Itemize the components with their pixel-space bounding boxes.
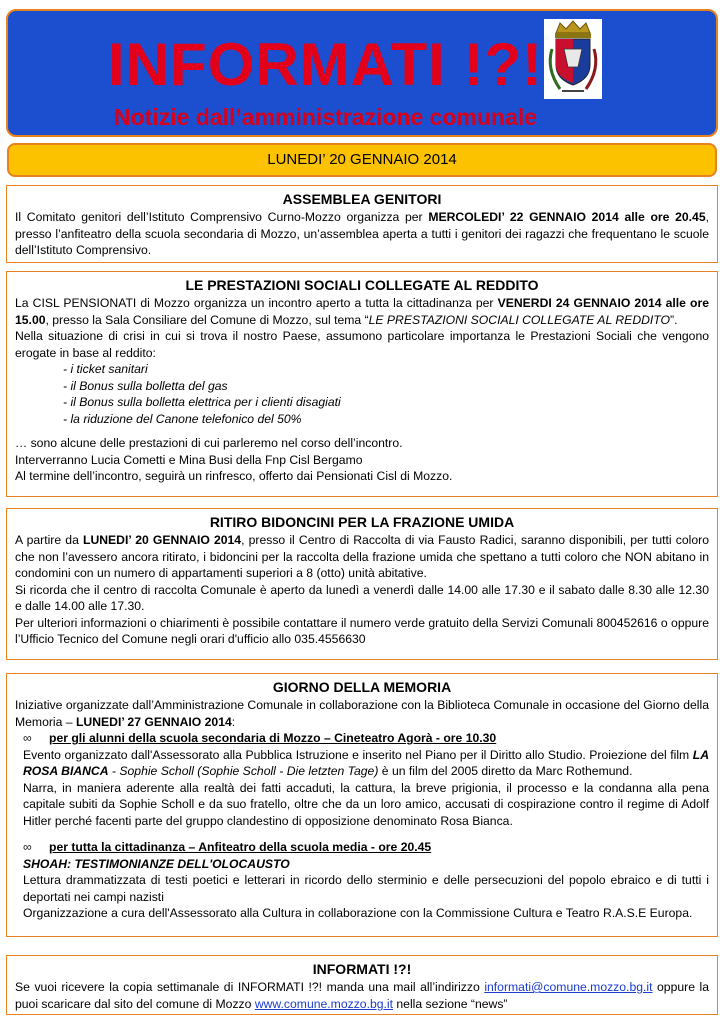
body-text: , presso il Centro di Raccolta di via Fausto Radici, saranno disponibili, per tutti coloro che non l’avessero ancora ritirato, i bidoncini per la raccolta della frazione umida che spettano a tutti coloro che NON abitano in condomini con un numero di appartamenti superiori a 8 (otto) unità abitative. bbox=[15, 533, 709, 580]
body-paragraph: Nella situazione di crisi in cui si trova il nostro Paese, assumono particolare importanza le Prestazioni Sociali che vengono erogate in base al reddito: bbox=[15, 329, 709, 360]
event-organizer: Organizzazione a cura dell'Assessorato alla Cultura in collaborazione con la Commissione Cultura e Teatro R.A.S.E Europa. bbox=[23, 906, 693, 920]
section-body bbox=[15, 209, 709, 259]
list-item: - il Bonus sulla bolletta del gas bbox=[63, 378, 228, 393]
body-text: oppure la puoi scaricare dal sito del comune di Mozzo bbox=[15, 980, 710, 1011]
body-paragraph: Per ulteriori informazioni o chiarimenti è possibile contattare il numero verde gratuito della Servizi Comunali 800452616 o oppure l’Ufficio Tecnico del Comune negli orari d'ufficio allo 035.4556630 bbox=[15, 615, 709, 646]
body-text: La CISL PENSIONATI di Mozzo organizza un incontro aperto a tutta la cittadinanza per bbox=[15, 296, 498, 310]
email-link[interactable]: informati@comune.mozzo.bg.it bbox=[484, 980, 653, 994]
section-heading: ASSEMBLEA GENITORI bbox=[282, 191, 442, 207]
film-subtitle: - Sophie Scholl (Sophie Scholl - Die letzten Tage) bbox=[108, 764, 379, 778]
municipal-coat-of-arms-icon bbox=[544, 19, 602, 99]
body-text: ”. bbox=[670, 312, 678, 327]
section-prestazioni-sociali bbox=[6, 271, 718, 497]
body-line: Al termine dell’incontro, seguirà un rinfresco, offerto dai Pensionati Cisl di Mozzo. bbox=[15, 469, 453, 483]
section-giorno-della-memoria bbox=[6, 673, 718, 937]
event-subtitle: SHOAH: TESTIMONIANZE DELL'OLOCAUSTO bbox=[23, 856, 290, 871]
benefits-list bbox=[63, 361, 709, 427]
masthead-title: INFORMATI !?! bbox=[108, 31, 544, 98]
masthead bbox=[6, 9, 718, 137]
section-ritiro-bidoncini bbox=[6, 508, 718, 660]
event-1 bbox=[23, 730, 709, 922]
section-heading: RITIRO BIDONCINI PER LA FRAZIONE UMIDA bbox=[209, 514, 515, 530]
body-text: nella sezione “news” bbox=[393, 996, 508, 1011]
event-date: VENERDI 24 GENNAIO 2014 alle ore 15.00 bbox=[15, 296, 709, 327]
event-title-text: per tutta la cittadinanza – Anfiteatro della scuola media - ore 20.45 bbox=[49, 840, 432, 854]
section-heading: GIORNO DELLA MEMORIA bbox=[272, 679, 452, 695]
body-text: : bbox=[231, 714, 236, 729]
event-theme: LE PRESTAZIONI SOCIALI COLLEGATE AL REDDITO bbox=[368, 312, 671, 327]
infinity-bullet-icon: ∞ bbox=[23, 840, 32, 854]
body-paragraph: Si ricorda che il centro di raccolta Comunale è aperto da lunedì a venerdì dalle 14.00 alle 17.30 e il sabato dalle 8.30 alle 12.30 e dalle 14.00 alle 17.30. bbox=[15, 582, 709, 613]
section-heading: INFORMATI !?! bbox=[312, 961, 412, 977]
list-item: - la riduzione del Canone telefonico del 50% bbox=[63, 411, 302, 426]
body-text: Il Comitato genitori dell’Istituto Comprensivo Curno-Mozzo organizza per bbox=[15, 210, 429, 224]
body-text: è un film del 2005 diretto da Marc Rothemund. bbox=[378, 764, 633, 778]
body-text: Se vuoi ricevere la copia settimanale di INFORMATI !?! manda una mail all’indirizzo bbox=[15, 980, 485, 994]
infinity-bullet-icon: ∞ bbox=[23, 731, 32, 745]
event-synopsis: Narra, in maniera aderente alla realtà dei fatti accaduti, la cattura, la breve prigionia, il processo e la condanna alla pena capitale subiti da Sophie Scholl e da suo fratello, oltre che da un loro amico, accusati di cospirazione contro il regime di Adolf Hitler perché facenti parte del gruppo clandestino di opposizione denominato Rosa Bianca. bbox=[23, 780, 709, 828]
event-description: Lettura drammatizzata di testi poetici e letterari in ricordo dello sterminio e delle persecuzioni del popolo ebraico e di tutti i deportati nei campi nazisti bbox=[23, 873, 709, 904]
event-date: LUNEDI’ 27 GENNAIO 2014 bbox=[75, 714, 232, 729]
website-link[interactable]: www.comune.mozzo.bg.it bbox=[254, 996, 393, 1011]
body-text: , presso l’anfiteatro della scuola secondaria di Mozzo, un’assemblea aperta a tutti i genitori dei ragazzi che frequentano le scuole dell’Istituto Comprensivo. bbox=[15, 210, 709, 257]
masthead-subtitle: Notizie dall’amministrazione comunale bbox=[114, 104, 538, 130]
event-date: MERCOLEDI’ 22 GENNAIO 2014 alle ore 20.45 bbox=[428, 210, 706, 224]
list-item: - i ticket sanitari bbox=[63, 362, 148, 376]
body-line: … sono alcune delle prestazioni di cui parleremo nel corso dell’incontro. bbox=[15, 436, 403, 450]
section-intro bbox=[15, 697, 709, 730]
body-line: Interverranno Lucia Cometti e Mina Busi della Fnp Cisl Bergamo bbox=[15, 452, 363, 467]
section-assemblea-genitori bbox=[6, 185, 718, 263]
film-title: LA ROSA BIANCA bbox=[23, 747, 709, 778]
event-description bbox=[23, 747, 709, 780]
footer-body bbox=[15, 979, 709, 1012]
event-title bbox=[23, 730, 709, 747]
event-title-text: per gli alunni della scuola secondaria di Mozzo – Cineteatro Agorà - ore 10.30 bbox=[49, 731, 497, 745]
date-banner: LUNEDI’ 20 GENNAIO 2014 bbox=[7, 143, 717, 177]
list-item: - il Bonus sulla bolletta elettrica per i clienti disagiati bbox=[63, 395, 341, 409]
section-heading: LE PRESTAZIONI SOCIALI COLLEGATE AL REDDITO bbox=[185, 277, 539, 293]
section-body bbox=[15, 295, 709, 328]
event-title bbox=[23, 839, 709, 856]
body-text: , presso la Sala Consiliare del Comune di Mozzo, sul tema “ bbox=[45, 312, 369, 327]
section-body bbox=[15, 532, 709, 582]
event-date: LUNEDI’ 20 GENNAIO 2014 bbox=[83, 533, 242, 547]
body-text: Evento organizzato dall'Assessorato alla Pubblica Istruzione e inserito nel Piano per il Diritto allo Studio. Proiezione del film bbox=[23, 747, 693, 762]
body-text: A partire da bbox=[15, 533, 83, 547]
body-text: Iniziative organizzate dall’Amministrazione Comunale in collaborazione con la Biblioteca Comunale in occasione del Giorno della Memoria – bbox=[15, 698, 709, 729]
section-informati-footer bbox=[6, 955, 718, 1015]
